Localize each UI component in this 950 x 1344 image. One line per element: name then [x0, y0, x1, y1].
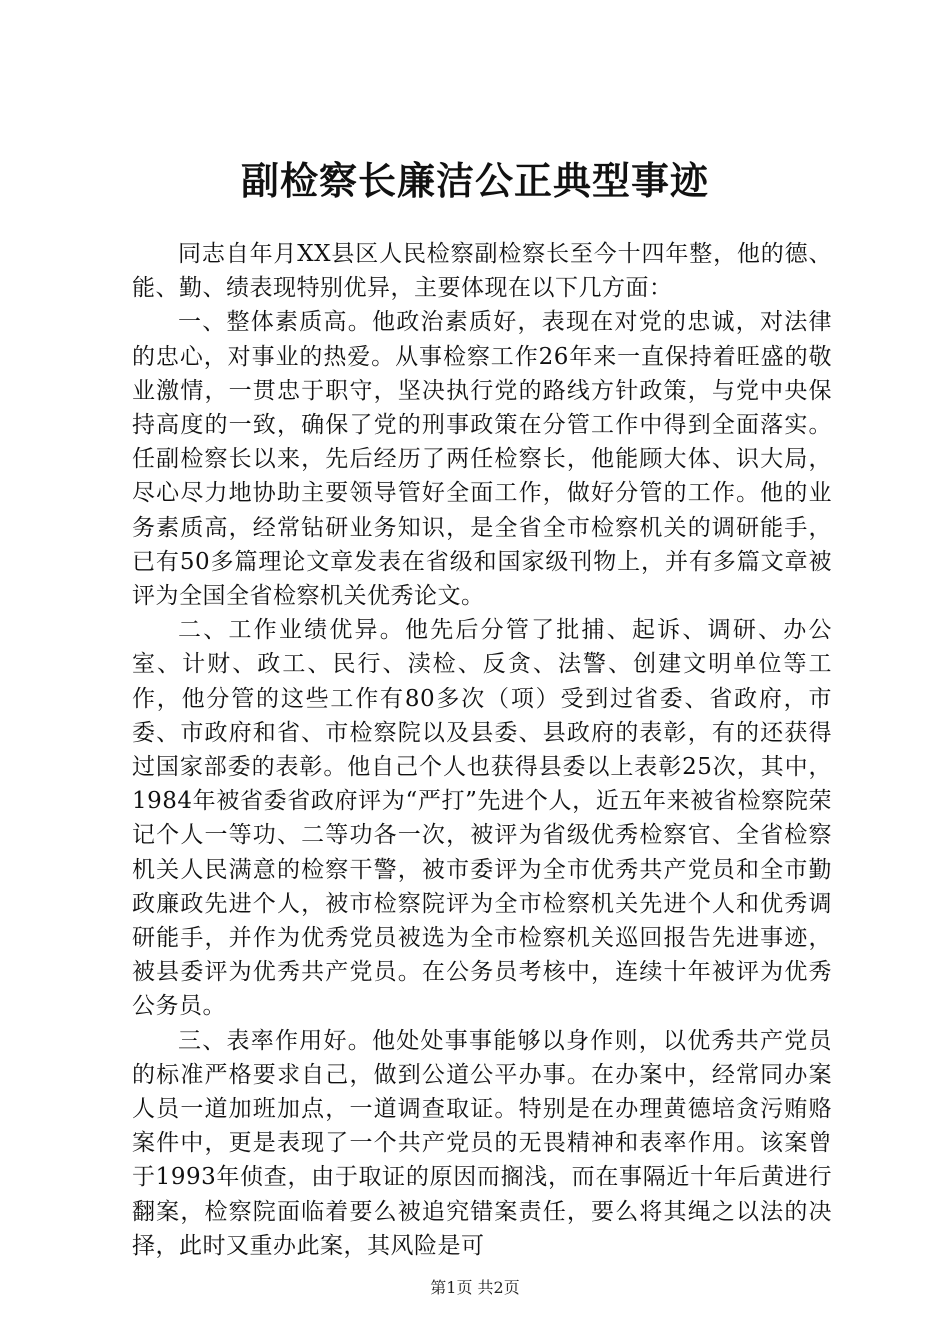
paragraph-section-2: 二、工作业绩优异。他先后分管了批捕、起诉、调研、办公室、计财、政工、民行、渎检、反贪、法警、创建文明单位等工作，他分管的这些工作有80多次（项）受到过省委、省政府，市委、市政府和省、市检察院以及县委、县政府的表彰，有的还获得过国家部委的表彰。他自己个人也获得县委以上表彰25次，其中，1984年被省委省政府评为“严打”先进个人，近五年来被省检察院荣记个人一等功、二等功各一次，被评为省级优秀检察官、全省检察机关人民满意的检察干警，被市委评为全市优秀共产党员和全市勤政廉政先进个人，被市检察院评为全市检察机关先进个人和优秀调研能手，并作为优秀党员被选为全市检察机关巡回报告先进事迹，被县委评为优秀共产党员。在公务员考核中，连续十年被评为优秀公务员。 [132, 617, 832, 1020]
page-number-footer: 第1页 共2页 [430, 1278, 520, 1297]
paragraph-intro: 同志自年月XX县区人民检察副检察长至今十四年整，他的德、能、勤、绩表现特别优异，主要体现在以下几方面： [132, 241, 832, 302]
document-title: 副检察长廉洁公正典型事迹 [240, 158, 709, 203]
paragraph-section-1: 一、整体素质高。他政治素质好，表现在对党的忠诚，对法律的忠心，对事业的热爱。从事检察工作26年来一直保持着旺盛的敬业激情，一贯忠于职守，坚决执行党的路线方针政策，与党中央保持高度的一致，确保了党的刑事政策在分管工作中得到全面落实。任副检察长以来，先后经历了两任检察长，他能顾大体、识大局，尽心尽力地协助主要领导管好全面工作，做好分管的工作。他的业务素质高，经常钻研业务知识，是全省全市检察机关的调研能手，已有50多篇理论文章发表在省级和国家级刊物上，并有多篇文章被评为全国全省检察机关优秀论文。 [132, 309, 832, 610]
document-body [132, 237, 832, 1263]
paragraph-section-3: 三、表率作用好。他处处事事能够以身作则，以优秀共产党员的标准严格要求自己，做到公道公平办事。在办案中，经常同办案人员一道加班加点，一道调查取证。特别是在办理黄德培贪污贿赂案件中，更是表现了一个共产党员的无畏精神和表率作用。该案曾于1993年侦查，由于取证的原因而搁浅，而在事隔近十年后黄进行翻案，检察院面临着要么被追究错案责任，要么将其绳之以法的决择，此时又重办此案，其风险是可 [132, 1027, 832, 1259]
